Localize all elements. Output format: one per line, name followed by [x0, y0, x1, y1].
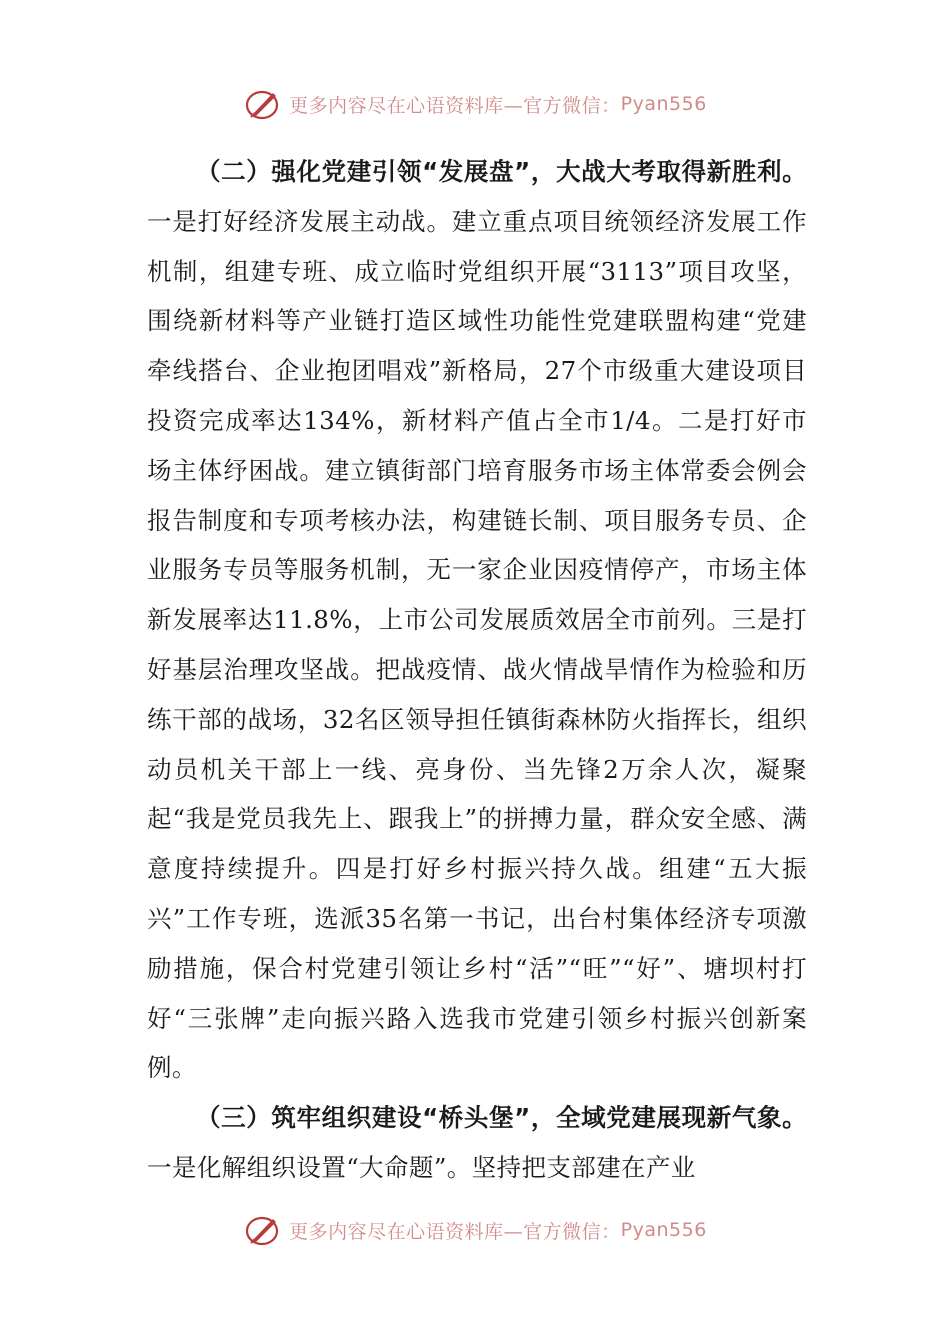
section-3-body: 一是化解组织设置“大命题”。坚持把支部建在产业 — [147, 1152, 696, 1182]
watermark-header — [0, 82, 950, 126]
watermark-handle: Pyan556 — [620, 93, 707, 115]
pen-quill-logo-icon — [243, 1213, 283, 1247]
section-2-body: 一是打好经济发展主动战。建立重点项目统领经济发展工作机制，组建专班、成立临时党组织开展“3113”项目攻坚，围绕新材料等产业链打造区域性功能性党建联盟构建“党建牵线搭台、企业抱团唱戏”新格局，27个市级重大建设项目投资完成率达134%，新材料产值占全市1/4。二是打好市场主体纾困战。建立镇街部门培育服务市场主体常委会例会报告制度和专项考核办法，构建链长制、项目服务专员、企业服务专员等服务机制，无一家企业因疫情停产，市场主体新发展率达11.8%，上市公司发展质效居全市前列。三是打好基层治理攻坚战。把战疫情、战火情战旱情作为检验和历练干部的战场，32名区领导担任镇街森林防火指挥长，组织动员机关干部上一线、亮身份、当先锋2万余人次，凝聚起“我是党员我先上、跟我上”的拼搏力量，群众安全感、满意度持续提升。四是打好乡村振兴持久战。组建“五大振兴”工作专班，选派35名第一书记，出台村集体经济专项激励措施，保合村党建引领让乡村“活”“旺”“好”、塘坝村打好“三张牌”走向振兴路入选我市党建引领乡村振兴创新案例。 — [147, 206, 807, 1083]
watermark-brand-text: 更多内容尽在心语资料库—官方微信： — [289, 1220, 621, 1243]
pen-quill-logo-icon — [243, 87, 283, 121]
watermark-handle: Pyan556 — [620, 1219, 707, 1241]
section-3-heading: （三）筑牢组织建设“桥头堡”，全域党建展现新气象。 — [196, 1103, 807, 1133]
paragraph-section-3 — [147, 1093, 807, 1193]
paragraph-section-2 — [147, 147, 807, 1093]
section-2-heading: （二）强化党建引领“发展盘”，大战大考取得新胜利。 — [196, 157, 807, 186]
watermark-brand-text: 更多内容尽在心语资料库—官方微信： — [289, 94, 621, 117]
document-body — [147, 147, 807, 1193]
watermark-footer — [0, 1208, 950, 1252]
